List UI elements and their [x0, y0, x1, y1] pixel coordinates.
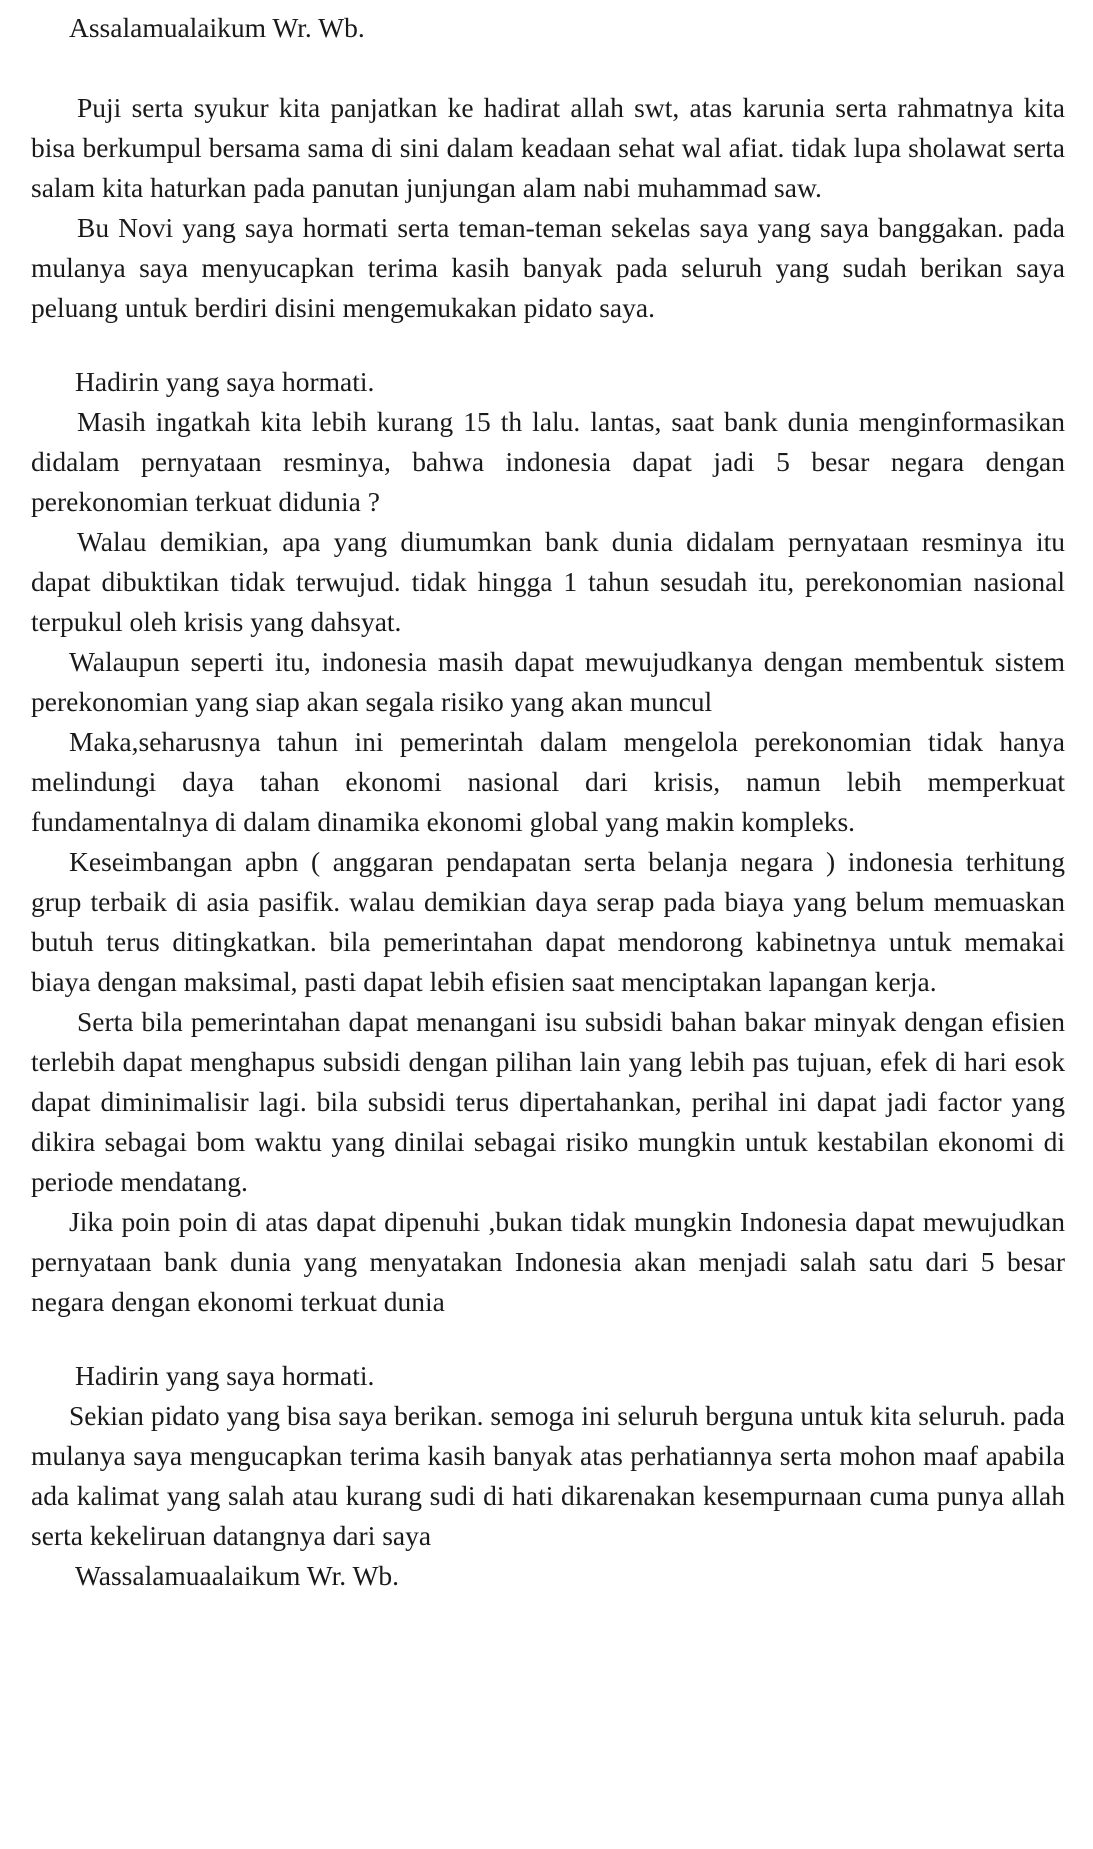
body-paragraph-5: Keseimbangan apbn ( anggaran pendapatan serta belanja negara ) indonesia terhitung grup terbaik di asia pasifik. walau demikian daya serap pada biaya yang belum memuaskan butuh terus ditingkatkan. bila pemerintahan dapat mendorong kabinetnya untuk memakai biaya dengan maksimal, pasti dapat lebih efisien saat menciptakan lapangan kerja.: [31, 846, 1065, 997]
body-paragraph-3: Walaupun seperti itu, indonesia masih dapat mewujudkanya dengan membentuk sistem perekonomian yang siap akan segala risiko yang akan muncul: [31, 646, 1065, 717]
opening-greeting: Assalamualaikum Wr. Wb.: [69, 12, 365, 43]
body-paragraph-4: Maka,seharusnya tahun ini pemerintah dalam mengelola perekonomian tidak hanya melindungi daya tahan ekonomi nasional dari krisis, namun lebih memperkuat fundamentalnya di dalam dinamika ekonomi global yang makin kompleks.: [31, 726, 1065, 837]
body-paragraph-7: Jika poin poin di atas dapat dipenuhi ,bukan tidak mungkin Indonesia dapat mewujudkan pernyataan bank dunia yang menyatakan Indonesia akan menjadi salah satu dari 5 besar negara dengan ekonomi terkuat dunia: [31, 1206, 1065, 1317]
body-paragraph-6: Serta bila pemerintahan dapat menangani isu subsidi bahan bakar minyak dengan efisien terlebih dapat menghapus subsidi dengan pilihan lain yang lebih pas tujuan, efek di hari esok dapat diminimalisir lagi. bila subsidi terus dipertahankan, perihal ini dapat jadi factor yang dikira sebagai bom waktu yang dinilai sebagai risiko mungkin untuk kestabilan ekonomi di periode mendatang.: [31, 1006, 1065, 1197]
closing-paragraph: Sekian pidato yang bisa saya berikan. semoga ini seluruh berguna untuk kita seluruh. pada mulanya saya mengucapkan terima kasih banyak atas perhatiannya serta mohon maaf apabila ada kalimat yang salah atau kurang sudi di hati dikarenakan kesempurnaan cuma punya allah serta kekeliruan datangnya dari saya: [31, 1400, 1065, 1551]
address-heading-2: Hadirin yang saya hormati.: [75, 1360, 375, 1391]
speech-document: [31, 8, 1065, 1596]
intro-paragraph-2: Bu Novi yang saya hormati serta teman-teman sekelas saya yang saya banggakan. pada mulanya saya menyucapkan terima kasih banyak pada seluruh yang sudah berikan saya peluang untuk berdiri disini mengemukakan pidato saya.: [31, 212, 1065, 323]
body-paragraph-1: Masih ingatkah kita lebih kurang 15 th lalu. lantas, saat bank dunia menginformasikan didalam pernyataan resminya, bahwa indonesia dapat jadi 5 besar negara dengan perekonomian terkuat didunia ?: [31, 406, 1065, 517]
body-paragraph-2: Walau demikian, apa yang diumumkan bank dunia didalam pernyataan resminya itu dapat dibuktikan tidak terwujud. tidak hingga 1 tahun sesudah itu, perekonomian nasional terpukul oleh krisis yang dahsyat.: [31, 526, 1065, 637]
address-heading-1: Hadirin yang saya hormati.: [75, 366, 375, 397]
intro-paragraph-1: Puji serta syukur kita panjatkan ke hadirat allah swt, atas karunia serta rahmatnya kita bisa berkumpul bersama sama di sini dalam keadaan sehat wal afiat. tidak lupa sholawat serta salam kita haturkan pada panutan junjungan alam nabi muhammad saw.: [31, 92, 1065, 203]
closing-salutation: Wassalamuaalaikum Wr. Wb.: [75, 1560, 400, 1591]
